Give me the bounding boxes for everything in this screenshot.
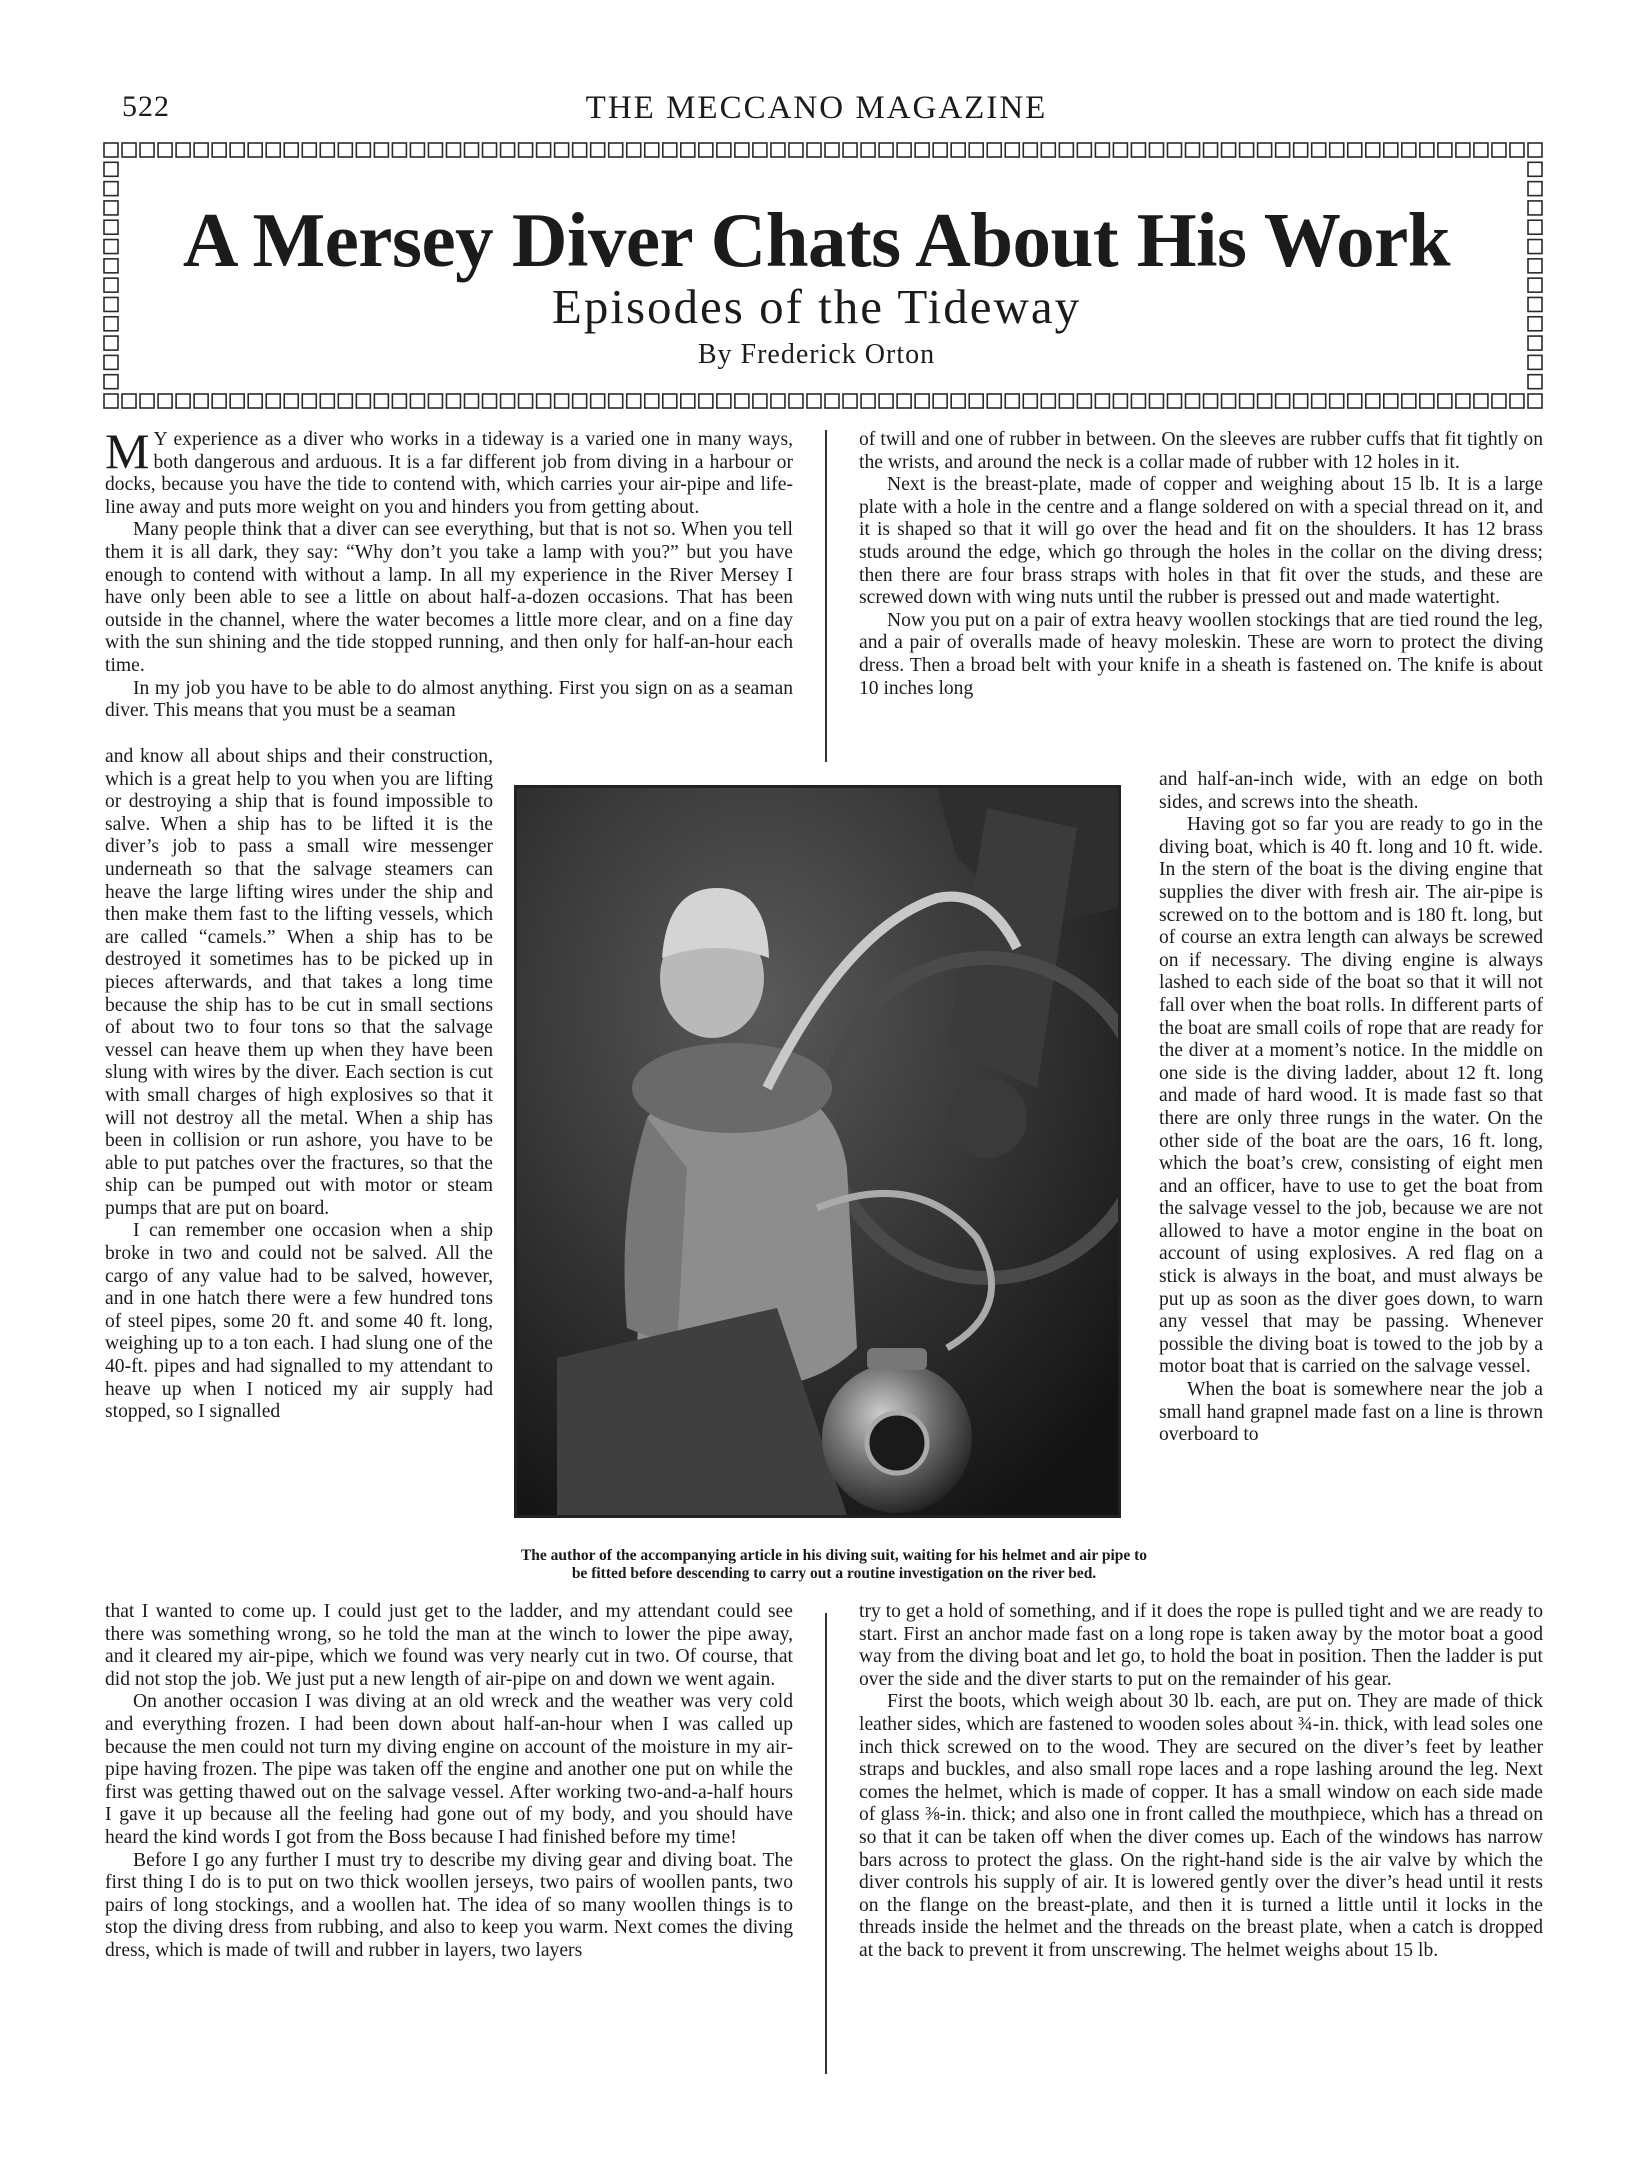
- magazine-title: THE MECCANO MAGAZINE: [585, 90, 1048, 126]
- column-divider: [825, 1613, 827, 2074]
- paragraph: of twill and one of rubber in between. On the sleeves are rubber cuffs that fit tightly on the wrists, and around the neck is a collar made of rubber with 12 holes in it.: [859, 429, 1543, 473]
- paragraph: and half-an-inch wide, with an edge on both sides, and screws into the sheath.: [1159, 769, 1543, 813]
- diver-photograph: [514, 785, 1121, 1518]
- paragraph: Before I go any further I must try to describe my diving gear and diving boat. The first thing I do is to put on two thick woollen jerseys, two pairs of woollen pants, two pairs of long stockings, and a woollen hat. The idea of so many woollen things is to stop the diving dress from rubbing, and also to keep you warm. Next comes the diving dress, which is made of twill and rubber in layers, two layers: [105, 1849, 793, 1961]
- paragraph: In my job you have to be able to do almost anything. First you sign on as a seaman diver. This means that you must be a seaman: [105, 677, 793, 722]
- paragraph: try to get a hold of something, and if it does the rope is pulled tight and we are ready to start. First an anchor made fast on a long rope is taken away by the motor boat a good way from the diving boat and let go, to hold the boat in position. Then the ladder is put over the side and the diver starts to put on the remainder of his gear.: [859, 1601, 1543, 1690]
- drop-cap: M: [105, 423, 150, 479]
- paragraph: On another occasion I was diving at an old wreck and the weather was very cold and everything frozen. I had been down about half-an-hour when I was called up because the men could not turn my diving engine on account of the moisture in my air-pipe having frozen. The pipe was taken off the engine and another one put on while the first was getting thawed out on the salvage vessel. After working two-and-a-half hours I gave it up because all the feeling had gone out of my body, and you should have heard the kind words I got from the Boss because I had finished before my time!: [105, 1691, 793, 1848]
- column-divider: [825, 430, 827, 762]
- left-column-bottom: [105, 1601, 793, 1963]
- paragraph: I can remember one occasion when a ship broke in two and could not be salved. All the cargo of any value had to be salved, however, and in one hatch there were a few hundred tons of steel pipes, some 20 ft. and some 40 ft. long, weighing up to a ton each. I had slung one of the 40-ft. pipes and had signalled to my attendant to heave up when I noticed my air supply had stopped, so I signalled: [105, 1220, 493, 1423]
- article-subtitle: Episodes of the Tideway: [551, 279, 1082, 334]
- paragraph: First the boots, which weigh about 30 lb. each, are put on. They are made of thick leather sides, which are fastened to wooden soles about ¾-in. thick, with lead soles one inch thick screwed on to the wood. They are secured on the diver’s feet by leather straps and buckles, and also small rope laces and a rope lashing around the leg. Next comes the helmet, which is made of copper. It has a small window on each side made of glass ⅜-in. thick; and also one in front called the mouthpiece, which has a thread on so that it can be taken off when the diver comes up. Each of the windows has narrow bars across to protect the glass. On the right-hand side is the air valve by which the diver controls his supply of air. It is lowered gently over the diver’s head until it rests on the flange on the breast-plate, and then it is turned a little until it locks in the threads inside the helmet and the threads on the breast plate, when a catch is dropped at the back to prevent it from unscrewing. The helmet weighs about 15 lb.: [859, 1691, 1543, 1961]
- right-column-bottom: [859, 1601, 1543, 1963]
- page-number: 522: [122, 90, 170, 123]
- paragraph: Next is the breast-plate, made of copper and weighing about 15 lb. It is a large plate with a hole in the centre and a flange soldered on with a special thread on it, and it is shaped so that it will go over the head and fit on the shoulders. It has 12 brass studs around the edge, which go through the holes in the collar on the diving dress; then there are four brass straps with holes in that fit over the studs, and these are screwed down with wing nuts until the rubber is pressed out and made watertight.: [859, 474, 1543, 609]
- paragraph: Now you put on a pair of extra heavy woollen stockings that are tied round the leg, and a pair of overalls made of heavy moleskin. These are worn to protect the diving dress. Then a broad belt with your knife in a sheath is fastened on. The knife is about 10 inches long: [859, 609, 1543, 699]
- byline: By Frederick Orton: [697, 339, 936, 370]
- paragraph: M Y experience as a diver who works in a tideway is a varied one in many ways, both dangerous and arduous. It is a far different job from diving in a harbour or docks, because you have the tide to contend with, which carries your air-pipe and life-line away and puts more weight on you and hinders you from getting about.: [105, 423, 793, 518]
- right-column-wrap: [1159, 769, 1543, 1447]
- paragraph: When the boat is somewhere near the job a small hand grapnel made fast on a line is thrown overboard to: [1159, 1379, 1543, 1446]
- right-column-top: [859, 429, 1543, 700]
- paragraph: Having got so far you are ready to go in the diving boat, which is 40 ft. long and 10 ft. wide. In the stern of the boat is the diving engine that supplies the diver with fresh air. The air-pipe is screwed on to the bottom and is 180 ft. long, but of course an extra length can always be screwed on if necessary. The diving engine is always lashed to each side of the boat so that it will not fall over when the boat rolls. In different parts of the boat are small coils of rope that are ready for the diver at a moment’s notice. In the middle on one side is the diving ladder, about 12 ft. long and made of hard wood. It is made fast so that there are only three rungs in the water. On the other side of the boat are the oars, 16 ft. long, which the boat’s crew, consisting of eight men and an officer, have to use to get the boat from the salvage vessel to the job, because we are not allowed to have a motor engine in the boat on account of using explosives. A red flag on a stick is always in the boat, and must always be put up as soon as the diver goes down, to warn any vessel that may be passing. Whenever possible the diving boat is towed to the job by a motor boat that is carried on the salvage vessel.: [1159, 814, 1543, 1378]
- paragraph: that I wanted to come up. I could just get to the ladder, and my attendant could see there was something wrong, so he told the man at the winch to lower the pipe away, and it cleared my air-pipe, which we found was very nearly cut in two. Of course, that did not stop the job. We just put a new length of air-pipe on and down we went again.: [105, 1601, 793, 1690]
- photo-caption: The author of the accompanying article in his diving suit, waiting for his helmet and air pipe to be fitted before descending to carry out a routine investigation on the river bed.: [520, 1547, 1148, 1582]
- paragraph: and know all about ships and their construction, which is a great help to you when you are lifting or destroying a ship that is found impossible to salve. When a ship has to be lifted it is the diver’s job to pass a small wire messenger underneath so that the salvage steamers can heave the large lifting wires under the ship and then make them fast to the lifting vessels, which are called “camels.” When a ship has to be destroyed it sometimes has to be picked up in pieces afterwards, and that takes a long time because the ship has to be cut in small sections of about two to four tons so that the salvage vessel can heave them up when they have been slung with wires by the diver. Each section is cut with small charges of high explosives so that it will not destroy all the metal. When a ship has been in collision or run ashore, you have to be able to put patches over the fractures, so that the ship can be pumped out with motor or steam pumps that are put on board.: [105, 746, 493, 1219]
- paragraph: Many people think that a diver can see everything, but that is not so. When you tell them it is all dark, they say: “Why don’t you take a lamp with you?” but you have enough to contend with without a lamp. In all my experience in the River Mersey I have only been able to see a little on about half-a-dozen occasions. That has been outside in the channel, where the water becomes a little more clear, and on a fine day with the sun shining and the tide stopped running, and then only for half-an-hour each time.: [105, 519, 793, 676]
- left-column-wrap: [105, 746, 493, 1424]
- left-column-top: [105, 423, 793, 723]
- article-title: A Mersey Diver Chats About His Work: [182, 197, 1451, 283]
